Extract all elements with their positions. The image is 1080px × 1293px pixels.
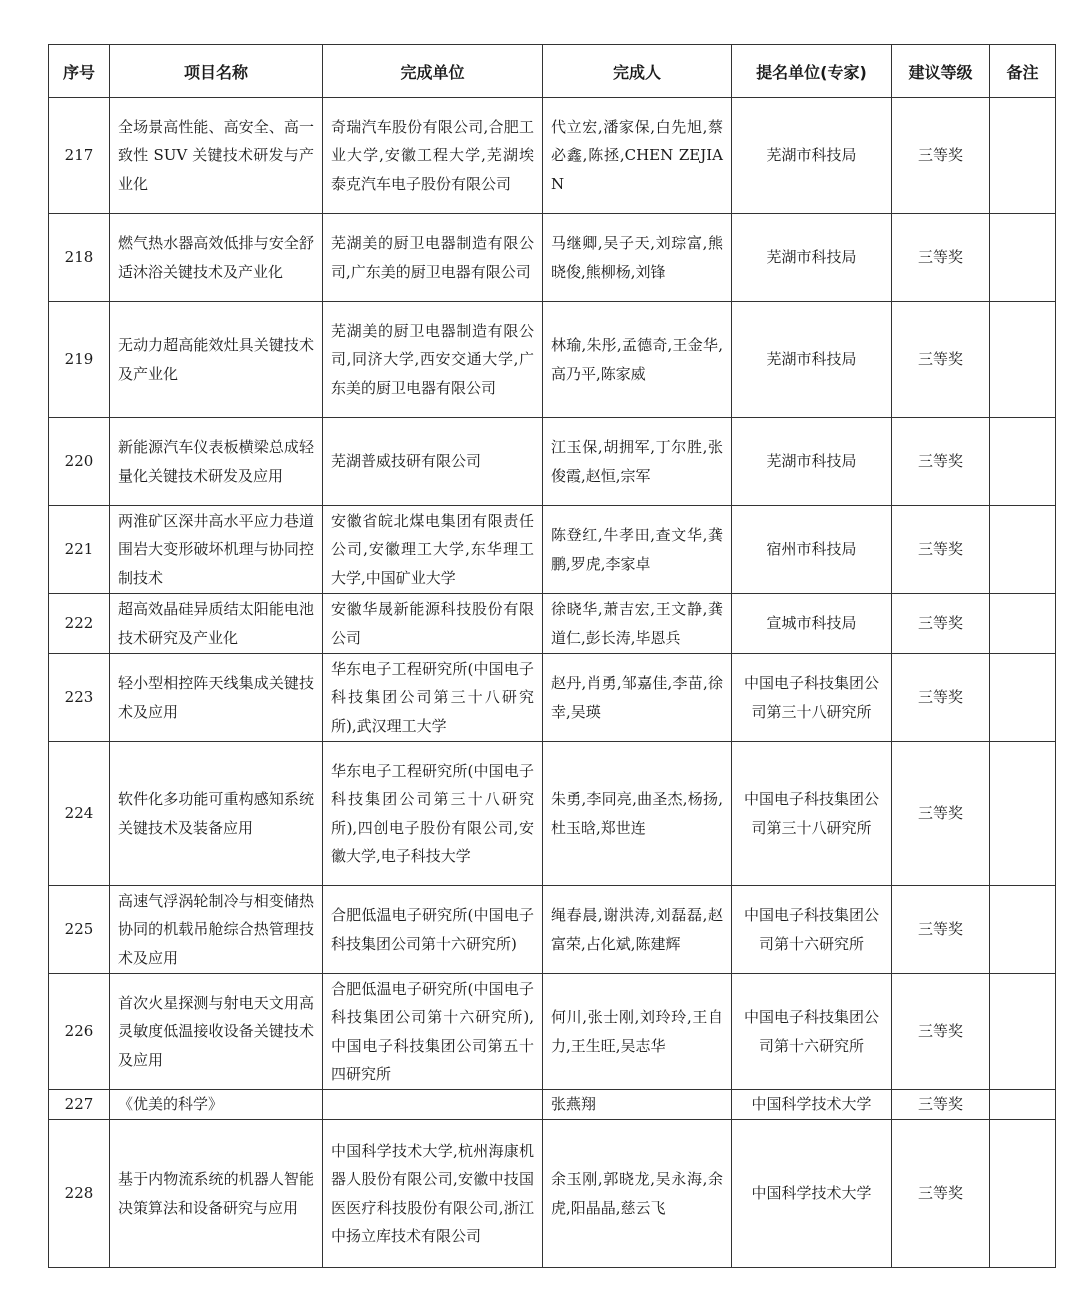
project-name-cell: 软件化多功能可重构感知系统关键技术及装备应用	[110, 742, 323, 886]
suggested-level-cell: 三等奖	[892, 594, 990, 654]
completing-units-cell	[323, 1090, 543, 1120]
serial-number-cell: 220	[49, 418, 110, 506]
remarks-cell	[990, 418, 1056, 506]
project-name-cell: 超高效晶硅异质结太阳能电池技术研究及产业化	[110, 594, 323, 654]
completing-people-cell: 绳春晨,谢洪涛,刘磊磊,赵富荣,占化斌,陈建辉	[543, 886, 732, 974]
table-body	[49, 98, 1056, 1268]
nominating-unit-cell: 宣城市科技局	[732, 594, 892, 654]
table-row	[49, 886, 1056, 974]
remarks-cell	[990, 1090, 1056, 1120]
project-name-cell: 燃气热水器高效低排与安全舒适沐浴关键技术及产业化	[110, 214, 323, 302]
award-list-sheet	[48, 44, 1055, 1268]
remarks-cell	[990, 654, 1056, 742]
project-name-cell: 基于内物流系统的机器人智能决策算法和设备研究与应用	[110, 1120, 323, 1268]
completing-units-cell: 芜湖美的厨卫电器制造有限公司,同济大学,西安交通大学,广东美的厨卫电器有限公司	[323, 302, 543, 418]
header-project-name: 项目名称	[110, 45, 323, 98]
completing-people-cell: 张燕翔	[543, 1090, 732, 1120]
nominating-unit-cell: 中国电子科技集团公司第三十八研究所	[732, 742, 892, 886]
remarks-cell	[990, 1120, 1056, 1268]
table-row	[49, 302, 1056, 418]
table-row	[49, 214, 1056, 302]
nominating-unit-cell: 中国电子科技集团公司第十六研究所	[732, 886, 892, 974]
project-name-cell: 轻小型相控阵天线集成关键技术及应用	[110, 654, 323, 742]
header-serial-number: 序号	[49, 45, 110, 98]
completing-units-cell: 合肥低温电子研究所(中国电子科技集团公司第十六研究所),中国电子科技集团公司第五十四研究所	[323, 974, 543, 1090]
project-name-cell: 两淮矿区深井高水平应力巷道围岩大变形破坏机理与协同控制技术	[110, 506, 323, 594]
table-row	[49, 506, 1056, 594]
suggested-level-cell: 三等奖	[892, 886, 990, 974]
serial-number-cell: 221	[49, 506, 110, 594]
suggested-level-cell: 三等奖	[892, 98, 990, 214]
completing-units-cell: 芜湖美的厨卫电器制造有限公司,广东美的厨卫电器有限公司	[323, 214, 543, 302]
completing-units-cell: 中国科学技术大学,杭州海康机器人股份有限公司,安徽中技国医医疗科技股份有限公司,浙江中扬立库技术有限公司	[323, 1120, 543, 1268]
suggested-level-cell: 三等奖	[892, 742, 990, 886]
remarks-cell	[990, 506, 1056, 594]
project-name-cell: 新能源汽车仪表板横梁总成轻量化关键技术研发及应用	[110, 418, 323, 506]
completing-people-cell: 陈登红,牛孝田,查文华,龚鹏,罗虎,李家卓	[543, 506, 732, 594]
project-name-cell: 《优美的科学》	[110, 1090, 323, 1120]
project-name-cell: 高速气浮涡轮制冷与相变储热协同的机载吊舱综合热管理技术及应用	[110, 886, 323, 974]
serial-number-cell: 218	[49, 214, 110, 302]
table-row	[49, 1120, 1056, 1268]
nominating-unit-cell: 中国电子科技集团公司第三十八研究所	[732, 654, 892, 742]
serial-number-cell: 219	[49, 302, 110, 418]
header-suggested-level: 建议等级	[892, 45, 990, 98]
serial-number-cell: 223	[49, 654, 110, 742]
table-row	[49, 654, 1056, 742]
award-table	[48, 44, 1056, 1268]
table-row	[49, 98, 1056, 214]
serial-number-cell: 227	[49, 1090, 110, 1120]
remarks-cell	[990, 742, 1056, 886]
completing-units-cell: 安徽华晟新能源科技股份有限公司	[323, 594, 543, 654]
completing-people-cell: 何川,张士刚,刘玲玲,王自力,王生旺,吴志华	[543, 974, 732, 1090]
suggested-level-cell: 三等奖	[892, 1090, 990, 1120]
remarks-cell	[990, 214, 1056, 302]
completing-units-cell: 合肥低温电子研究所(中国电子科技集团公司第十六研究所)	[323, 886, 543, 974]
completing-units-cell: 华东电子工程研究所(中国电子科技集团公司第三十八研究所),武汉理工大学	[323, 654, 543, 742]
header-completing-people: 完成人	[543, 45, 732, 98]
project-name-cell: 全场景高性能、高安全、高一致性 SUV 关键技术研发与产业化	[110, 98, 323, 214]
table-row	[49, 974, 1056, 1090]
serial-number-cell: 226	[49, 974, 110, 1090]
nominating-unit-cell: 中国科学技术大学	[732, 1120, 892, 1268]
serial-number-cell: 222	[49, 594, 110, 654]
header-remarks: 备注	[990, 45, 1056, 98]
completing-people-cell: 马继卿,吴子天,刘琮富,熊晓俊,熊柳杨,刘锋	[543, 214, 732, 302]
table-row	[49, 418, 1056, 506]
nominating-unit-cell: 芜湖市科技局	[732, 302, 892, 418]
nominating-unit-cell: 宿州市科技局	[732, 506, 892, 594]
remarks-cell	[990, 886, 1056, 974]
completing-people-cell: 林瑜,朱彤,孟德奇,王金华,高乃平,陈家威	[543, 302, 732, 418]
completing-people-cell: 徐晓华,萧吉宏,王文静,龚道仁,彭长涛,毕恩兵	[543, 594, 732, 654]
suggested-level-cell: 三等奖	[892, 654, 990, 742]
serial-number-cell: 228	[49, 1120, 110, 1268]
completing-people-cell: 余玉刚,郭晓龙,吴永海,余虎,阳晶晶,慈云飞	[543, 1120, 732, 1268]
table-header	[49, 45, 1056, 98]
remarks-cell	[990, 594, 1056, 654]
remarks-cell	[990, 98, 1056, 214]
remarks-cell	[990, 974, 1056, 1090]
header-row	[49, 45, 1056, 98]
serial-number-cell: 225	[49, 886, 110, 974]
completing-units-cell: 安徽省皖北煤电集团有限责任公司,安徽理工大学,东华理工大学,中国矿业大学	[323, 506, 543, 594]
completing-units-cell: 奇瑞汽车股份有限公司,合肥工业大学,安徽工程大学,芜湖埃泰克汽车电子股份有限公司	[323, 98, 543, 214]
project-name-cell: 无动力超高能效灶具关键技术及产业化	[110, 302, 323, 418]
project-name-cell: 首次火星探测与射电天文用高灵敏度低温接收设备关键技术及应用	[110, 974, 323, 1090]
completing-people-cell: 朱勇,李同亮,曲圣杰,杨扬,杜玉晗,郑世连	[543, 742, 732, 886]
completing-units-cell: 芜湖普威技研有限公司	[323, 418, 543, 506]
nominating-unit-cell: 芜湖市科技局	[732, 98, 892, 214]
table-row	[49, 594, 1056, 654]
table-row	[49, 742, 1056, 886]
nominating-unit-cell: 芜湖市科技局	[732, 418, 892, 506]
suggested-level-cell: 三等奖	[892, 506, 990, 594]
completing-people-cell: 赵丹,肖勇,邹嘉佳,李苗,徐幸,吴瑛	[543, 654, 732, 742]
table-row	[49, 1090, 1056, 1120]
header-nominating-unit: 提名单位(专家)	[732, 45, 892, 98]
serial-number-cell: 217	[49, 98, 110, 214]
completing-units-cell: 华东电子工程研究所(中国电子科技集团公司第三十八研究所),四创电子股份有限公司,安徽大学,电子科技大学	[323, 742, 543, 886]
suggested-level-cell: 三等奖	[892, 214, 990, 302]
completing-people-cell: 代立宏,潘家保,白先旭,蔡必鑫,陈拯,CHEN ZEJIAN	[543, 98, 732, 214]
suggested-level-cell: 三等奖	[892, 974, 990, 1090]
nominating-unit-cell: 中国科学技术大学	[732, 1090, 892, 1120]
suggested-level-cell: 三等奖	[892, 418, 990, 506]
header-completing-units: 完成单位	[323, 45, 543, 98]
nominating-unit-cell: 中国电子科技集团公司第十六研究所	[732, 974, 892, 1090]
suggested-level-cell: 三等奖	[892, 1120, 990, 1268]
remarks-cell	[990, 302, 1056, 418]
serial-number-cell: 224	[49, 742, 110, 886]
nominating-unit-cell: 芜湖市科技局	[732, 214, 892, 302]
suggested-level-cell: 三等奖	[892, 302, 990, 418]
completing-people-cell: 江玉保,胡拥军,丁尔胜,张俊霞,赵恒,宗军	[543, 418, 732, 506]
